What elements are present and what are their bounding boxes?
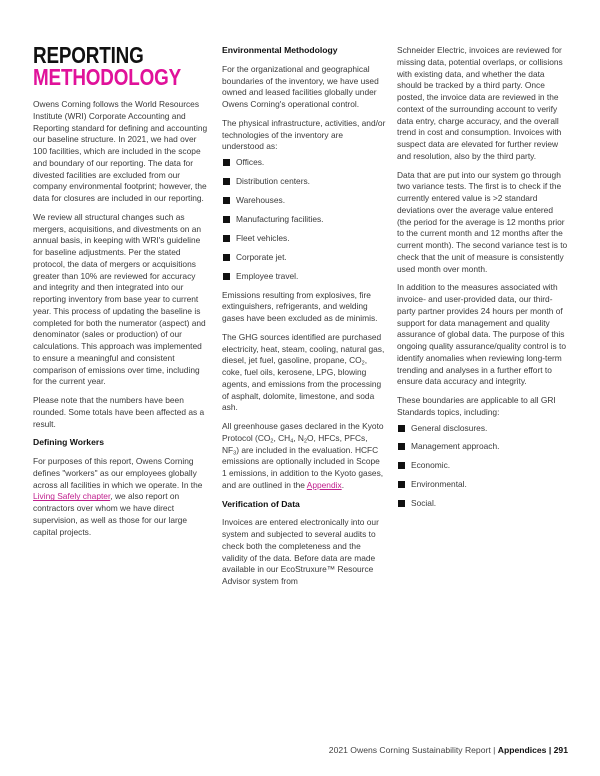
- paragraph: The physical infrastructure, activities, and/or technologies of the inventory are understood as:: [222, 117, 386, 152]
- section-heading-defining-workers: Defining Workers: [33, 437, 104, 448]
- paragraph: These boundaries are applicable to all GRI Standards topics, including:: [397, 395, 556, 417]
- text: For purposes of this report, Owens Corning defines "workers" as our employees globally across all facilities in which we operate. In the: [33, 456, 203, 490]
- appendix-link[interactable]: Appendix: [306, 479, 342, 490]
- section-heading-environmental-methodology: Environmental Methodology: [222, 45, 338, 55]
- list-item: General disclosures.: [397, 423, 569, 435]
- page-number: 291: [553, 745, 568, 755]
- list-item: Corporate jet.: [222, 252, 386, 264]
- column-left: [33, 99, 209, 545]
- list-item: Management approach.: [397, 441, 569, 453]
- paragraph: Please note that the numbers have been rounded. Some totals have been affected as a result.: [33, 395, 205, 429]
- text: ) are included in the evaluation. HCFC emissions are optionally included in Scope 1 emissions, in addition to the Kyoto gases, and are outlined in the: [222, 444, 384, 490]
- subscript: 2: [303, 438, 308, 445]
- text: , CH: [273, 432, 291, 443]
- infrastructure-list: [222, 157, 386, 282]
- paragraph: In addition to the measures associated with invoice- and user-provided data, our third-party partner provides 24 hours per month of support for data management and quality assurance of global data. The purpose of this ongoing quality assurance/quality control is to identify anomalies when reviewing long-term trending and analyses in a further effort to ensure data accuracy and integrity.: [397, 282, 566, 387]
- living-safely-link[interactable]: Living Safely chapter: [33, 491, 111, 502]
- subscript: 2: [361, 360, 365, 367]
- list-item: Fleet vehicles.: [222, 233, 386, 245]
- section-name: Appendices: [497, 745, 547, 755]
- paragraph: For the organizational and geographical boundaries of the inventory, we have used owned and leased facilities globally under Owens Corning's operational control.: [222, 63, 379, 109]
- title-line-1: REPORTING: [33, 42, 144, 68]
- text: , N: [293, 432, 304, 443]
- list-item: Distribution centers.: [222, 176, 386, 188]
- text: , coke, fuel oils, kerosene, LPG, blowing agents, and emissions from the processing of asphalt, dolomite, limestone, and soda ash.: [222, 355, 382, 413]
- text: , we also report on contractors over whom we have direct supervision, as well as those for our large capital projects.: [33, 491, 188, 537]
- section-heading-verification-of-data: Verification of Data: [222, 498, 300, 509]
- column-middle: [222, 45, 386, 595]
- paragraph: Data that are put into our system go through two variance tests. The first is to check if the currently entered value is >2 standard deviations over the average value entered (the period for the average is 12 months prior to the current month and 12 months after the current month). The second variance test is to check that the unit of measure is consistently used month over month.: [397, 169, 568, 274]
- text: O, HFCs, PFCs, NF: [222, 432, 368, 455]
- paragraph: Emissions resulting from explosives, fire extinguishers, refrigerants, and welding gases have been excluded as de minimis.: [222, 289, 378, 324]
- subscript: 4: [290, 438, 294, 445]
- subscript: 2: [270, 438, 274, 445]
- list-item: Manufacturing facilities.: [222, 214, 386, 226]
- list-item: Economic.: [397, 460, 569, 472]
- text: The GHG sources identified are purchased electricity, heat, steam, cooling, natural gas, diesel, jet fuel, gasoline, propane, CO: [222, 331, 385, 366]
- text: All greenhouse gases declared in the Kyoto Protocol (CO: [222, 421, 384, 443]
- list-item: Warehouses.: [222, 195, 386, 207]
- paragraph: [33, 456, 209, 538]
- page-footer: [329, 745, 568, 755]
- list-item: Environmental.: [397, 479, 569, 491]
- subscript: 3: [233, 450, 237, 457]
- gri-topics-list: [397, 423, 569, 511]
- title-line-2: METHODOLOGY: [33, 64, 182, 90]
- list-item: Employee travel.: [222, 271, 386, 283]
- paragraph: [222, 332, 386, 414]
- page-title: [33, 44, 181, 88]
- paragraph: Schneider Electric, invoices are reviewed for missing data, potential overlaps, or collisions with existing data, and whether the data should be tracked by a third party. Once posted, the invoice data are reviewed in the context of the surrounding account to verify data entry, charge accuracy, and the overall trend in cost and consumption. Invoices with suspect data are elevated for further review and resolution, also by the third party.: [397, 45, 563, 161]
- list-item: Offices.: [222, 157, 386, 169]
- paragraph: We review all structural changes such as mergers, acquisitions, and divestments on an annual basis, in keeping with WRI's guideline for baseline adjustments. Per the stated protocol, the data of mergers or acquisitions greater than 10% are reviewed for accuracy and integrity and then integrated into our reporting inventory from base year to current year. This process of updating the baseline is completed for both the numerator (aspect) and denominator (sales or production) of our calculations. This approach was implemented to ensure a meaningful and consistent comparison of emissions over time, including for the current year.: [33, 211, 206, 387]
- report-name: 2021 Owens Corning Sustainability Report |: [328, 745, 498, 755]
- list-item: Social.: [397, 498, 569, 510]
- separator: |: [546, 745, 554, 755]
- paragraph: Invoices are entered electronically into our system and subjected to several audits to check both the completeness and the validity of the data. Before data are made available in our EcoStruxure™ Resource Advisor system from: [222, 517, 379, 587]
- paragraph: [222, 421, 386, 492]
- text: .: [341, 479, 345, 490]
- paragraph: Owens Corning follows the World Resources Institute (WRI) Corporate Accounting and Reporting standard for defining and accounting our baseline structure. In 2021, we had over 100 facilities, which are included in the scope and boundary of our reporting. The data for divested facilities are excluded from our company environmental footprint; however, the data for closures are included in our reporting.: [33, 99, 208, 203]
- column-right: [397, 45, 569, 517]
